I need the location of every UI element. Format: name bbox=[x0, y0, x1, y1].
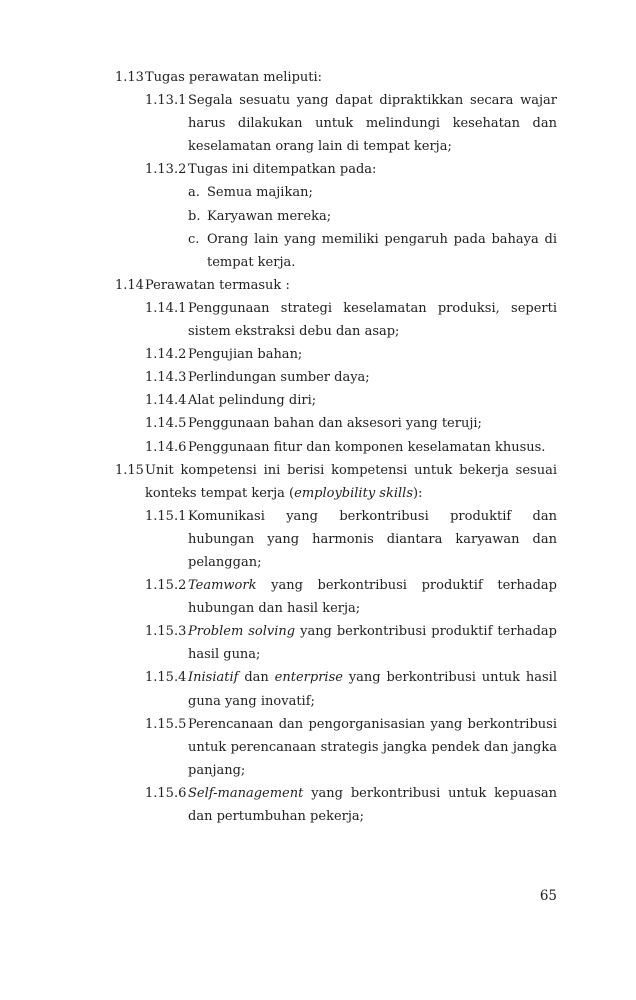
section-number: 1.13 bbox=[115, 70, 144, 85]
item-text: Perencanaan dan pengorganisasian yang berkontribusi untuk perencanaan strategis jangka pendek dan jangka panjang; bbox=[188, 716, 557, 778]
section-number: 1.15 bbox=[115, 462, 144, 478]
list-item bbox=[115, 297, 557, 343]
list-item bbox=[115, 574, 557, 620]
item-number: 1.15.3 bbox=[145, 624, 187, 640]
section-heading-text: Perawatan termasuk : bbox=[145, 277, 290, 293]
list-item bbox=[115, 620, 557, 666]
item-number: 1.15.6 bbox=[145, 785, 187, 801]
list-item bbox=[115, 666, 557, 712]
item-number: 1.13.1 bbox=[145, 93, 187, 109]
item-number: 1.14.5 bbox=[145, 416, 187, 432]
item-marker: c. bbox=[188, 231, 200, 247]
item-number: 1.14.1 bbox=[145, 300, 187, 316]
section-heading-text: Tugas perawatan meliputi: bbox=[145, 70, 323, 85]
item-text: Segala sesuatu yang dapat dipraktikkan secara wajar harus dilakukan untuk melindungi kesehatan dan keselamatan orang lain di tempat kerja; bbox=[188, 93, 557, 155]
item-number: 1.15.5 bbox=[145, 716, 187, 732]
item-text: Tugas ini ditempatkan pada: bbox=[188, 162, 377, 178]
lettered-item bbox=[115, 228, 557, 274]
item-number: 1.15.2 bbox=[145, 578, 187, 594]
list-item bbox=[115, 436, 557, 459]
item-marker: a. bbox=[188, 185, 200, 201]
item-number: 1.14.4 bbox=[145, 393, 187, 409]
page-footer bbox=[115, 886, 557, 906]
page-number: 65 bbox=[539, 888, 557, 904]
item-number: 1.13.2 bbox=[145, 162, 187, 178]
item-text: Teamwork yang berkontribusi produktif terhadap hubungan dan hasil kerja; bbox=[188, 578, 557, 617]
item-text: Self-management yang berkontribusi untuk kepuasan dan pertumbuhan pekerja; bbox=[188, 785, 557, 824]
section-number: 1.14 bbox=[115, 277, 144, 293]
item-number: 1.14.3 bbox=[145, 370, 187, 386]
list-item bbox=[115, 782, 557, 828]
item-text: Penggunaan fitur dan komponen keselamatan khusus. bbox=[188, 439, 546, 455]
item-number: 1.15.4 bbox=[145, 670, 187, 686]
section-heading bbox=[115, 459, 557, 505]
item-text: Karyawan mereka; bbox=[207, 208, 332, 224]
section-heading-text: Unit kompetensi ini berisi kompetensi untuk bekerja sesuai konteks tempat kerja (employbility skills): bbox=[145, 462, 557, 501]
item-text: Problem solving yang berkontribusi produktif terhadap hasil guna; bbox=[188, 624, 557, 663]
item-text: Alat pelindung diri; bbox=[188, 393, 317, 409]
item-text: Semua majikan; bbox=[207, 185, 313, 201]
item-number: 1.15.1 bbox=[145, 508, 187, 524]
item-text: Pengujian bahan; bbox=[188, 347, 303, 363]
list-item bbox=[115, 89, 557, 158]
section-heading bbox=[115, 274, 557, 297]
item-text: Perlindungan sumber daya; bbox=[188, 370, 370, 386]
item-text: Penggunaan bahan dan aksesori yang teruji; bbox=[188, 416, 482, 432]
list-item bbox=[115, 366, 557, 389]
list-item bbox=[115, 505, 557, 574]
list-item bbox=[115, 343, 557, 366]
list-item bbox=[115, 713, 557, 782]
list-item bbox=[115, 158, 557, 181]
section-1-14 bbox=[115, 274, 557, 459]
item-number: 1.14.6 bbox=[145, 439, 187, 455]
item-text: Inisiatif dan enterprise yang berkontribusi untuk hasil guna yang inovatif; bbox=[188, 670, 558, 709]
item-marker: b. bbox=[188, 208, 201, 224]
lettered-item bbox=[115, 181, 557, 204]
document-body bbox=[115, 66, 557, 828]
section-heading bbox=[115, 66, 557, 89]
list-item bbox=[115, 389, 557, 412]
item-text: Penggunaan strategi keselamatan produksi, seperti sistem ekstraksi debu dan asap; bbox=[188, 300, 557, 340]
item-text: Orang lain yang memiliki pengaruh pada bahaya di tempat kerja. bbox=[207, 231, 557, 270]
lettered-item bbox=[115, 205, 557, 228]
item-text: Komunikasi yang berkontribusi produktif dan hubungan yang harmonis diantara karyawan dan pelanggan; bbox=[188, 508, 557, 570]
section-1-15 bbox=[115, 459, 557, 829]
section-1-13 bbox=[115, 66, 557, 274]
lettered-list bbox=[115, 181, 557, 273]
list-item bbox=[115, 412, 557, 435]
item-number: 1.14.2 bbox=[145, 347, 187, 363]
